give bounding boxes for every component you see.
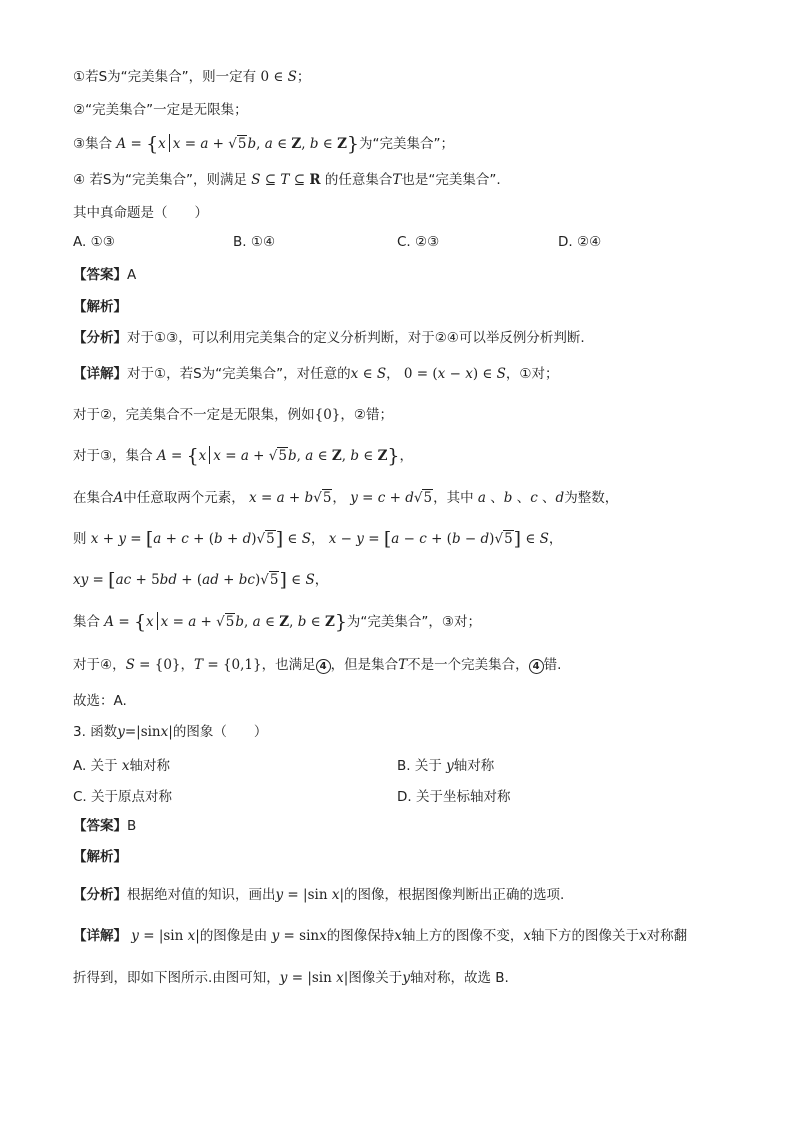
q2-detail-8: 对于④，S = {0}，T = {0,1}，也满足 4 ，但是集合T不是一个完美集合， 4 错. (73, 657, 562, 673)
q2-option-a: A. ①③ (73, 234, 115, 250)
statement-2: ②“完美集合”一定是无限集； (73, 102, 248, 118)
q2-options (73, 234, 733, 254)
q3-option-b: B. 关于 y轴对称 (397, 758, 495, 774)
math-subset-chain: S ⊆ T ⊆ R (251, 172, 321, 188)
q2-option-b: B. ①④ (233, 234, 276, 250)
q2-detail-7: 集合 A = {x x = a + √5b, a ∈ Z, b ∈ Z}为“完美集合”，③对； (73, 611, 481, 633)
q3-analysis-tag: 【解析】 (73, 849, 127, 865)
math-set-a: A = {x x = a + √5b, a ∈ Z, b ∈ Z} (116, 133, 360, 155)
q2-detail-3: 对于③，集合 A = {x x = a + √5b, a ∈ Z, b ∈ Z}， (73, 445, 414, 467)
q3-options-row2 (73, 785, 733, 805)
statement-1: ①若S为“完美集合”，则一定有 0 ∈ S； (73, 69, 311, 85)
statement-3: ③集合 A = {x x = a + √5b, a ∈ Z, b ∈ Z}为“完美集合”； (73, 133, 455, 155)
q2-detail-6: xy = [ac + 5bd + (ad + bc)√5] ∈ S， (73, 569, 329, 591)
circled-four: 4 (529, 659, 544, 674)
math-t: T (392, 172, 402, 188)
q2-option-d: D. ②④ (558, 234, 602, 250)
q3-detail-1: 【详解】 y = |sin x|的图像是由 y = sinx的图像保持x轴上方的图像不变，x轴下方的图像关于x对称翻 (73, 928, 688, 944)
q2-answer: 【答案】A (73, 267, 137, 283)
q2-detail-1: 【详解】对于①，若S为“完美集合”，对任意的x ∈ S， 0 = (x − x) ∈ S，①对； (73, 366, 559, 382)
q2-conclusion: 故选：A. (73, 693, 127, 709)
statement-4: ④ 若S为“完美集合”，则满足 S ⊆ T ⊆ R 的任意集合T也是“完美集合”. (73, 172, 501, 188)
q3-option-d: D. 关于坐标轴对称 (397, 789, 511, 805)
q2-fenxi: 【分析】对于①③，可以利用完美集合的定义分析判断，对于②④可以举反例分析判断. (73, 330, 585, 346)
question-tail: 其中真命题是（ ） (73, 205, 208, 221)
q3-stem: 3. 函数y=|sinx|的图象（ ） (73, 724, 268, 740)
q3-option-c: C. 关于原点对称 (73, 789, 173, 805)
math-zero-in-s: 0 ∈ S (260, 69, 297, 85)
q3-answer: 【答案】B (73, 818, 137, 834)
q3-detail-2: 折得到，即如下图所示.由图可知，y = |sin x|图像关于y轴对称，故选 B. (73, 970, 509, 986)
q3-option-a: A. 关于 x轴对称 (73, 758, 171, 774)
q3-options-row1 (73, 754, 733, 774)
q3-fenxi: 【分析】根据绝对值的知识，画出y = |sin x|的图像，根据图像判断出正确的选项. (73, 887, 565, 903)
q2-analysis-tag: 【解析】 (73, 299, 127, 315)
q2-detail-5: 则 x + y = [a + c + (b + d)√5] ∈ S， x − y = [a − c + (b − d)√5] ∈ S， (73, 528, 563, 550)
q2-detail-2: 对于②，完美集合不一定是无限集，例如{0}，②错； (73, 407, 393, 423)
circled-four: 4 (316, 659, 331, 674)
q2-detail-4: 在集合A中任意取两个元素， x = a + b√5， y = c + d√5，其中 a 、b 、c 、d为整数， (73, 490, 619, 506)
q2-option-c: C. ②③ (397, 234, 440, 250)
